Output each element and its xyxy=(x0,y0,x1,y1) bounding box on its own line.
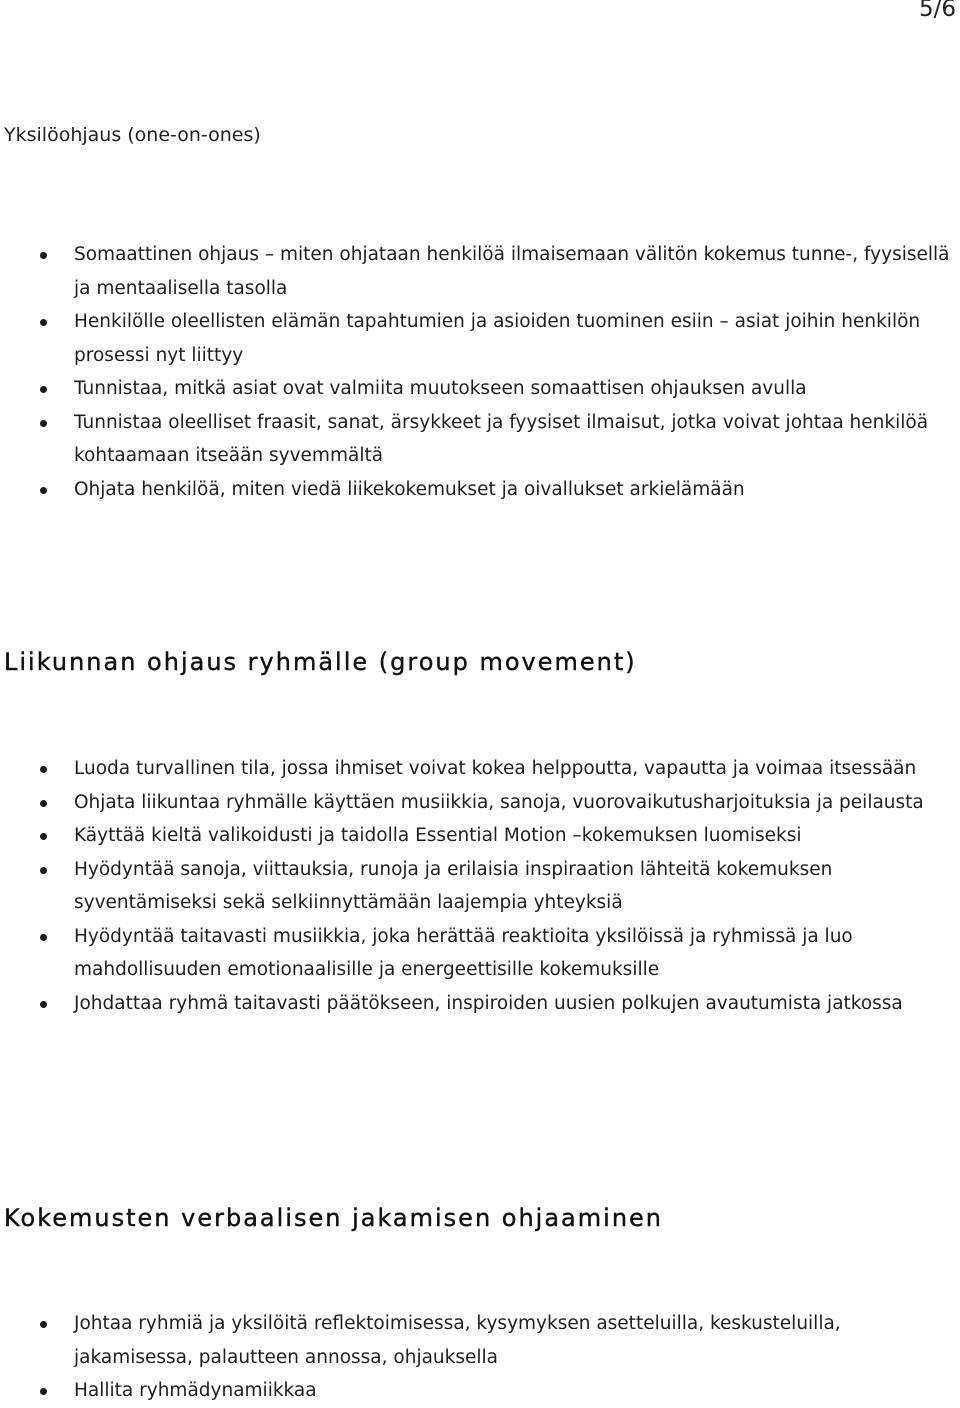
list-item: Somaattinen ohjaus – miten ohjataan henkilöä ilmaisemaan välitön kokemus tunne-, fyysisellä ja mentaalisella tasolla xyxy=(40,238,956,305)
list-item: Luoda turvallinen tila, jossa ihmiset voivat kokea helppoutta, vapautta ja voimaa itsessään xyxy=(40,752,956,786)
list-item: Tunnistaa oleelliset fraasit, sanat, ärsykkeet ja fyysiset ilmaisut, jotka voivat johtaa henkilöä kohtaamaan itseään syvemmältä xyxy=(40,406,956,473)
bullet-icon xyxy=(40,420,47,427)
list-item: Hallita ryhmädynamiikkaa xyxy=(40,1374,956,1408)
list-item: Johtaa ryhmiä ja yksilöitä reflektoimisessa, kysymyksen asetteluilla, keskusteluilla, jakamisessa, palautteen annossa, ohjauksella xyxy=(40,1307,956,1374)
bullet-icon xyxy=(40,867,47,874)
bullet-icon xyxy=(40,319,47,326)
list-item: Ohjata henkilöä, miten viedä liikekokemukset ja oivallukset arkielämään xyxy=(40,473,956,507)
section-title-group-movement: Liikunnan ohjaus ryhmälle (group movement) xyxy=(4,648,637,676)
individual-guidance-list xyxy=(40,238,956,506)
group-movement-list xyxy=(40,752,956,1020)
list-item: Johdattaa ryhmä taitavasti päätökseen, inspiroiden uusien polkujen avautumista jatkossa xyxy=(40,987,956,1021)
section-title-individual-guidance: Yksilöohjaus (one-on-ones) xyxy=(4,124,261,146)
bullet-icon xyxy=(40,833,47,840)
verbal-sharing-list xyxy=(40,1307,956,1408)
bullet-icon xyxy=(40,800,47,807)
list-item: Käyttää kieltä valikoidusti ja taidolla Essential Motion –kokemuksen luomiseksi xyxy=(40,819,956,853)
bullet-icon xyxy=(40,1001,47,1008)
bullet-icon xyxy=(40,766,47,773)
list-item: Tunnistaa, mitkä asiat ovat valmiita muutokseen somaattisen ohjauksen avulla xyxy=(40,372,956,406)
bullet-icon xyxy=(40,1321,47,1328)
bullet-icon xyxy=(40,252,47,259)
section-title-verbal-sharing: Kokemusten verbaalisen jakamisen ohjaaminen xyxy=(4,1204,663,1232)
page-number: 5/6 xyxy=(918,0,956,22)
list-item: Hyödyntää sanoja, viittauksia, runoja ja erilaisia inspiraation lähteitä kokemuksen syventämiseksi sekä selkiinnyttämään laajempia yhteyksiä xyxy=(40,853,956,920)
bullet-icon xyxy=(40,487,47,494)
list-item: Hyödyntää taitavasti musiikkia, joka herättää reaktioita yksilöissä ja ryhmissä ja luo mahdollisuuden emotionaalisille ja energeettisille kokemuksille xyxy=(40,920,956,987)
bullet-icon xyxy=(40,1388,47,1395)
list-item: Henkilölle oleellisten elämän tapahtumien ja asioiden tuominen esiin – asiat joihin henkilön prosessi nyt liittyy xyxy=(40,305,956,372)
bullet-icon xyxy=(40,934,47,941)
bullet-icon xyxy=(40,386,47,393)
list-item: Ohjata liikuntaa ryhmälle käyttäen musiikkia, sanoja, vuorovaikutusharjoituksia ja peilausta xyxy=(40,786,956,820)
